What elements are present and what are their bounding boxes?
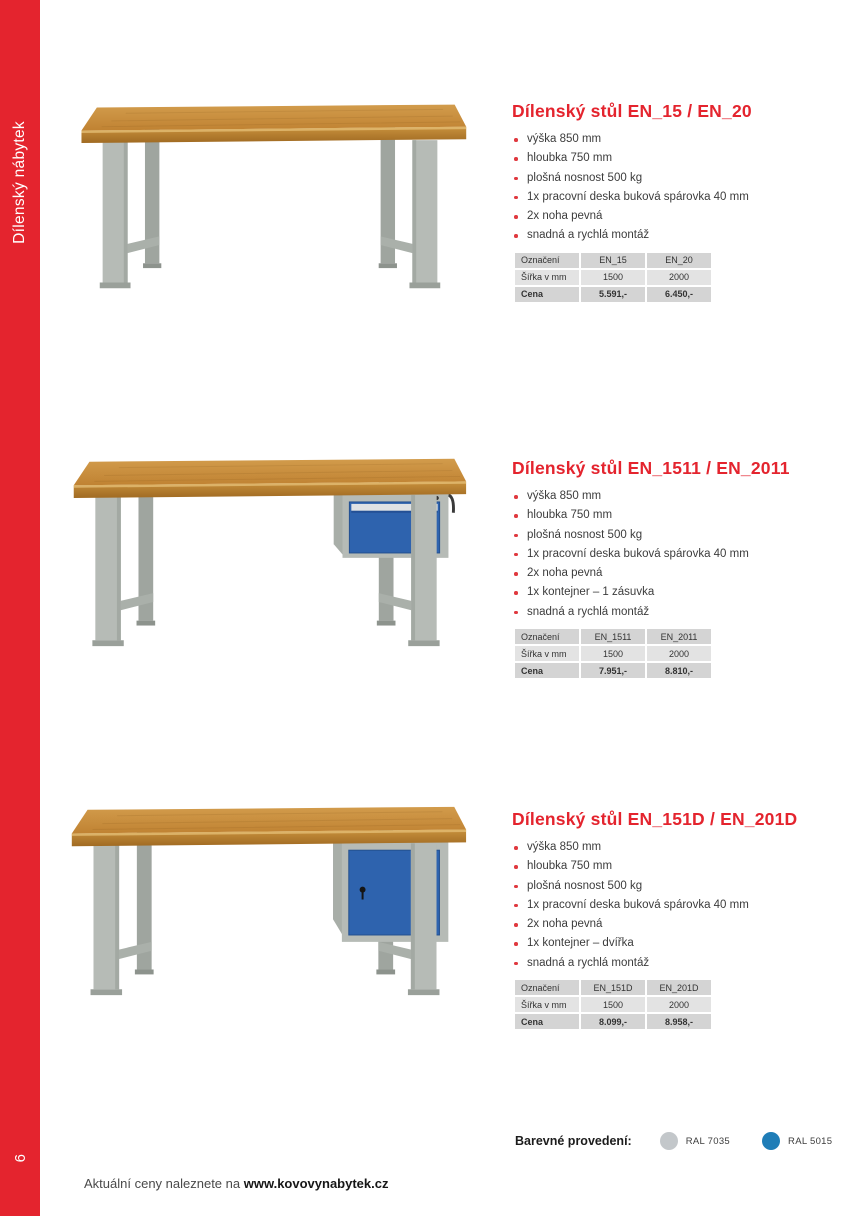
table-row: Označení EN_1511 EN_2011 [515,629,711,644]
bullet-icon [514,514,518,518]
feature-item: výška 850 mm [512,487,817,506]
table-row: Šířka v mm 1500 2000 [515,646,711,661]
spec-table [513,251,713,304]
bullet-icon [514,572,518,576]
feature-item: plošná nosnost 500 kg [512,526,817,545]
table-row-price: Cena 7.951,- 8.810,- [515,663,711,678]
table-row-price: Cena 5.591,- 6.450,- [515,287,711,302]
sidebar-label-wrap [0,92,40,272]
feature-item: hloubka 750 mm [512,857,817,876]
feature-item: snadná a rychlá montáž [512,226,817,245]
bullet-icon [514,885,518,889]
table-row: Označení EN_15 EN_20 [515,253,711,268]
feature-item: hloubka 750 mm [512,149,817,168]
spec-table [513,978,713,1031]
feature-item: 1x kontejner – 1 zásuvka [512,583,817,602]
feature-item: 1x kontejner – dvířka [512,934,817,953]
product-section-en151d [512,808,817,1031]
feature-item: 1x pracovní deska buková spárovka 40 mm [512,896,817,915]
category-label: Dílenský nábytek [11,120,28,244]
feature-item: snadná a rychlá montáž [512,603,817,622]
page-number: 6 [11,1153,29,1163]
bullet-icon [514,495,518,499]
feature-item: výška 850 mm [512,130,817,149]
workbench-image-door [58,796,472,1008]
feature-item: 2x noha pevná [512,915,817,934]
workbench-image-plain [68,94,472,301]
bullet-icon [514,846,518,850]
bullet-icon [514,215,518,219]
footer-text: Aktuální ceny naleznete na [84,1176,244,1191]
table-row: Šířka v mm 1500 2000 [515,997,711,1012]
feature-item: plošná nosnost 500 kg [512,877,817,896]
feature-item: výška 850 mm [512,838,817,857]
bullet-icon [514,904,518,908]
bullet-icon [514,157,518,161]
feature-item: 1x pracovní deska buková spárovka 40 mm [512,545,817,564]
product-title: Dílenský stůl EN_1511 / EN_2011 [512,458,790,478]
footer-website-link[interactable]: www.kovovynabytek.cz [243,1176,389,1191]
product-title: Dílenský stůl EN_15 / EN_20 [512,101,752,121]
table-row: Označení EN_151D EN_201D [515,980,711,995]
bullet-icon [514,865,518,869]
bullet-icon [514,611,518,615]
category-sidebar [0,0,40,1216]
bullet-icon [514,553,518,557]
swatch-name: RAL 7035 [685,1135,731,1147]
legend-label: Barevné provedení: [515,1134,632,1148]
bullet-icon [514,923,518,927]
feature-list [512,838,817,973]
feature-item: hloubka 750 mm [512,506,817,525]
bullet-icon [514,138,518,142]
ral-7035-swatch-icon [660,1132,678,1150]
feature-item: 2x noha pevná [512,564,817,583]
feature-item: 1x pracovní deska buková spárovka 40 mm [512,188,817,207]
spec-table [513,627,713,680]
bullet-icon [514,591,518,595]
feature-item: snadná a rychlá montáž [512,954,817,973]
feature-item: 2x noha pevná [512,207,817,226]
color-legend [515,1130,832,1152]
footer-note [84,1176,388,1191]
feature-list [512,487,817,622]
product-section-en1511 [512,457,817,680]
bullet-icon [514,234,518,238]
bullet-icon [514,962,518,966]
table-row-price: Cena 8.099,- 8.958,- [515,1014,711,1029]
bullet-icon [514,177,518,181]
swatch-name: RAL 5015 [788,1135,833,1147]
workbench-image-drawer [60,448,472,659]
table-row: Šířka v mm 1500 2000 [515,270,711,285]
feature-list [512,130,817,246]
product-section-en15 [512,100,817,304]
bullet-icon [514,942,518,946]
page-number-wrap [0,1136,40,1180]
bullet-icon [514,196,518,200]
feature-item: plošná nosnost 500 kg [512,169,817,188]
ral-5015-swatch-icon [762,1132,780,1150]
product-title: Dílenský stůl EN_151D / EN_201D [512,809,798,829]
bullet-icon [514,534,518,538]
